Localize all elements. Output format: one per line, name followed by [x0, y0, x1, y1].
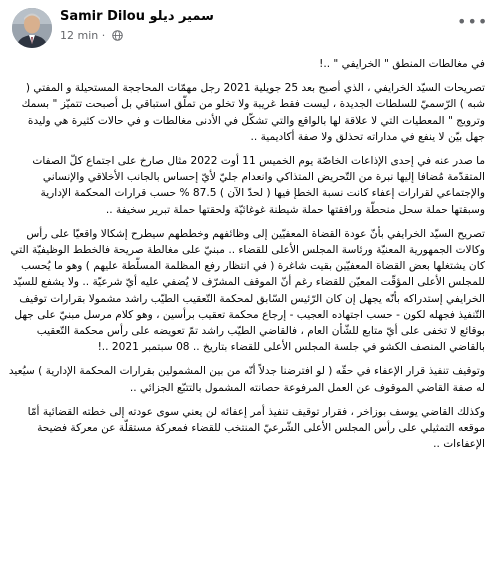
post-paragraph: وكذلك القاضي يوسف بوزاخر ، فقرار توقيف تنفيذ أمر إعفائه لن يعني سوى عودته إلى خطته القضائية أمّا موقعه التمثيلي على رأس المجلس الأعلى الشّرعيّ المنتخب للقضاء فمعركة مستقلّة عن معركة فضيحة الإعفاءات .. [27, 405, 485, 451]
more-options-icon[interactable]: ••• [457, 12, 489, 31]
post-header [0, 0, 493, 56]
post-timestamp[interactable]: 12 min [60, 29, 99, 42]
avatar-photo [12, 8, 52, 48]
post-paragraph: ما صدر عنه في إحدى الإذاعات الخاصّة يوم الخميس 11 أوت 2022 مثال صارخ على اجتماع كلّ الصفات المتقدّمة مُضافا إليها نبرة من التّحريض المتذاكي وانعدام جليّ لأيّ إحساس بالجانب الأخلاقي والإنساني والإجتماعي لقرارات إعفاء كانت نسبة الخطإ فيها ( لحدّ الآن ) 87.5 % حسب قرارات المحكمة الإدارية وسبقتها حملة سحل منحطّة ورافقتها حملة شيطنة غوغائيّة ولحقتها حملة تبرير سخيفة .. [32, 155, 485, 216]
post-paragraph: تصريحات السيّد الخرايفي ، الذي أصبح بعد 25 جويلية 2021 رجل مهمّات المحاججة المستحيلة و المفتي ( شبه ) الرّسميّ للسلطات الجديدة ، ليست فقط غريبة ولا تخلو من تملّق استباقي بل أصبحت تتميّز " بسمك وترويج " المعطيات التي لا علاقة لها بالواقع والتي تشكّل في الأدنى مغالطات و في حالات كثيرة هي وليدة جهل بيّن لا ينفع في مداراته تحذلق ولا صفة أكاديمية .. [21, 82, 485, 143]
author-name[interactable]: Samir Dilou سمير ديلو [60, 9, 214, 24]
post-paragraph: تصريح السيّد الخرايفي بأنّ عودة القضاة المعفيّين إلى وظائفهم وخططهم سيطرح إشكالا واقعيّا على رأس وكالات الجمهورية المعنيّة ورئاسة المجلس الأعلى للقضاء .. مبنيّ على مغالطة صريحة فالخطط الوظيفيّة التي كان يشتغلها بعض القضاة المعفيّين بقيت شاغرة ( في انتظار رفع المظلمة المسلّطة عليهم ) وهو ما يُحسب للمجلس الأعلى المؤقّت المعيّن للقضاء رغم أنّ الموقف المشرّف لا يُضفي عليه أيّ شرعيّة .. ولا يشفع للسيّد الخرايفي إستدراكه بأنّه يجهل إن كان الرّئيس السّابق لمحكمة التّعقيب الطيّب راشد مشمولا بقرارات توقيف التّنفيذ فجهله لكون - حسب اجتهاده العجيب - إرجاع محكمة تعقيب برأسين ، وهو كلام مرسل مبنيّ على جهل بوقائع لا تخفى على أيّ متابع للشّأن العام ، فالقاضي الطيّب راشد تمّ تعويضه على رأس محكمة التّعقيب بالقاضي المنصف الكشو في جلسة المجلس الأعلى للقضاء بتاريخ .. 08 سبتمبر 2021 ..! [10, 227, 485, 354]
post-meta [60, 29, 123, 42]
globe-icon [112, 30, 123, 41]
meta-separator: · [101, 29, 106, 42]
author-avatar[interactable] [12, 8, 52, 48]
post-paragraph: وتوقيف تنفيذ قرار الإعفاء في حقّه ( لو افترضنا جدلاً أنّه من بين المشمولين بقرارات المحكمة الإدارية ) سيُعيد له صفة القاضي الموقوف عن العمل المرفوعة حصانته المشمول بالتتبّع الجزائي .. [8, 365, 485, 394]
post-text [8, 56, 485, 460]
post-paragraph: في مغالطات المنطق " الخرايفي " ..! [319, 58, 485, 70]
